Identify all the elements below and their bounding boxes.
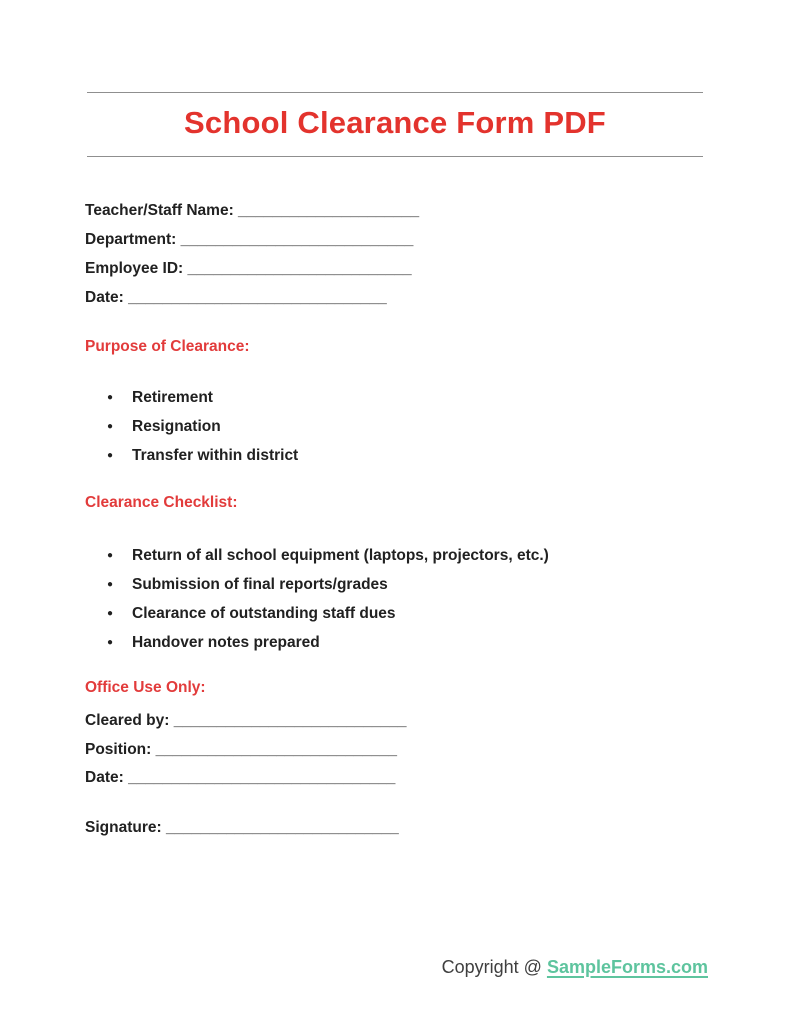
list-item	[85, 383, 298, 412]
department-field	[85, 225, 419, 254]
position-label: Position:	[85, 740, 152, 758]
department-label: Department:	[85, 231, 177, 248]
office-use-section-heading: Office Use Only:	[85, 679, 206, 696]
bullet-icon: ●	[107, 550, 114, 561]
purpose-bullet-list	[85, 383, 298, 470]
cleared-by-label: Cleared by:	[85, 712, 170, 729]
signature-label: Signature:	[85, 819, 162, 836]
teacher-name-field	[85, 196, 419, 225]
employee-id-blank-line: __________________________	[187, 260, 412, 277]
footer-copyright	[442, 957, 708, 978]
checklist-item-label: Return of all school equipment (laptops, projectors, etc.)	[132, 547, 549, 564]
copyright-text: Copyright @	[441, 957, 547, 977]
checklist-bullet-list	[85, 541, 549, 657]
position-field	[85, 736, 406, 765]
office-date-label: Date:	[85, 769, 124, 786]
bullet-icon: ●	[107, 392, 114, 403]
bullet-icon: ●	[107, 579, 114, 590]
sampleforms-link[interactable]: SampleForms.com	[546, 957, 708, 977]
cleared-by-blank-line: ___________________________	[173, 712, 407, 729]
signature-field	[85, 813, 399, 842]
staff-info-block	[85, 196, 419, 312]
date-field	[85, 283, 419, 312]
purpose-item-label: Transfer within district	[132, 447, 299, 464]
signature-blank-line: ___________________________	[165, 819, 399, 836]
purpose-section-heading: Purpose of Clearance:	[85, 338, 250, 355]
list-item	[85, 599, 549, 628]
page-title: School Clearance Form PDF	[184, 105, 606, 140]
date-label: Date:	[85, 289, 124, 306]
office-date-blank-line: _______________________________	[128, 769, 396, 786]
checklist-item-label: Handover notes prepared	[132, 634, 320, 651]
title-bottom-rule	[87, 156, 703, 157]
list-item	[85, 441, 298, 470]
position-blank-line: ____________________________	[155, 740, 397, 758]
list-item	[85, 628, 549, 657]
purpose-item-label: Retirement	[132, 389, 213, 406]
title-top-rule	[87, 92, 703, 93]
bullet-icon: ●	[107, 637, 114, 648]
purpose-item-label: Resignation	[132, 418, 221, 435]
list-item	[85, 570, 549, 599]
bullet-icon: ●	[107, 608, 114, 619]
checklist-item-label: Clearance of outstanding staff dues	[132, 605, 396, 622]
employee-id-label: Employee ID:	[85, 260, 184, 277]
teacher-name-blank-line: _____________________	[238, 202, 420, 219]
office-use-block	[85, 707, 406, 793]
signature-block	[85, 813, 399, 842]
date-blank-line: ______________________________	[128, 289, 387, 306]
cleared-by-field	[85, 707, 406, 736]
list-item	[85, 541, 549, 570]
employee-id-field	[85, 254, 419, 283]
bullet-icon: ●	[107, 450, 114, 461]
department-blank-line: ___________________________	[180, 231, 414, 248]
checklist-item-label: Submission of final reports/grades	[132, 576, 388, 593]
list-item	[85, 412, 298, 441]
teacher-name-label: Teacher/Staff Name:	[85, 202, 234, 219]
bullet-icon: ●	[107, 421, 114, 432]
checklist-section-heading: Clearance Checklist:	[85, 494, 238, 511]
office-date-field	[85, 764, 406, 793]
